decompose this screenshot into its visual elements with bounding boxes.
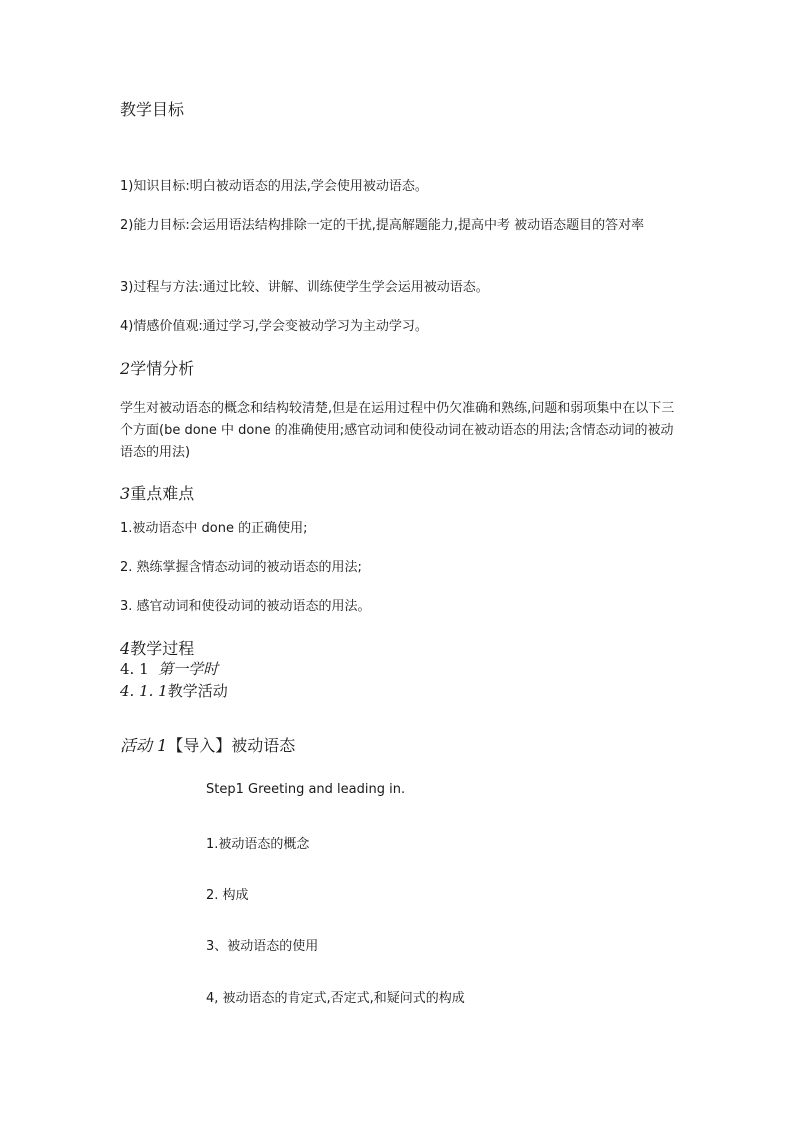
section-title: 学情分析 (130, 359, 195, 378)
subsection-heading-lesson (120, 658, 218, 680)
activity-step: Step1 Greeting and leading in. (206, 782, 406, 797)
section-heading-key-points (120, 481, 194, 504)
section-title: 重点难点 (130, 484, 195, 503)
activity-step: 2. 构成 (206, 888, 249, 903)
activity-step: 1.被动语态的概念 (206, 837, 310, 852)
key-point-item: 1.被动语态中 done 的正确使用; (120, 521, 308, 536)
activity-step: 4, 被动语态的肯定式,否定式,和疑问式的构成 (206, 991, 465, 1006)
subsection-title: 教学活动 (167, 682, 228, 700)
section-heading-analysis (120, 356, 194, 379)
section-number: 4 (120, 639, 131, 658)
activity-prefix: 活动 1 (120, 736, 168, 755)
subsection-number: 4. 1 (120, 660, 149, 678)
objective-emotion: 4)情感价值观:通过学习,学会变被动学习为主动学习。 (120, 319, 428, 334)
subsection-number: 4. 1. 1 (120, 682, 168, 700)
activity-heading (120, 733, 295, 756)
key-point-item: 2. 熟练掌握含情态动词的被动语态的用法; (120, 560, 362, 575)
subsection-title: 第一学时 (158, 660, 219, 678)
section-number: 3 (120, 484, 131, 503)
objective-process: 3)过程与方法:通过比较、讲解、训练使学生学会运用被动语态。 (120, 280, 489, 295)
objective-knowledge: 1)知识目标:明白被动语态的用法,学会使用被动语态。 (120, 179, 428, 194)
objective-ability: 2)能力目标:会运用语法结构排除一定的干扰,提高解题能力,提高中考 被动语态题目的答对率 (120, 218, 645, 233)
key-point-item: 3. 感官动词和使役动词的被动语态的用法。 (120, 599, 371, 614)
activity-step: 3、被动语态的使用 (206, 939, 319, 954)
document-title: 教学目标 (120, 100, 185, 119)
section-heading-process (120, 636, 194, 659)
section-title: 教学过程 (130, 639, 195, 658)
section-number: 2 (120, 359, 131, 378)
activity-label: 【导入】被动语态 (167, 736, 296, 755)
subsection-heading-activities (120, 680, 228, 702)
analysis-paragraph: 学生对被动语态的概念和结构较清楚,但是在运用过程中仍欠准确和熟练,问题和弱项集中在以下三个方面(be done 中 done 的准确使用;感官动词和使役动词在被动语态的用法;含情态动词的被动语态的用法) (120, 401, 675, 460)
